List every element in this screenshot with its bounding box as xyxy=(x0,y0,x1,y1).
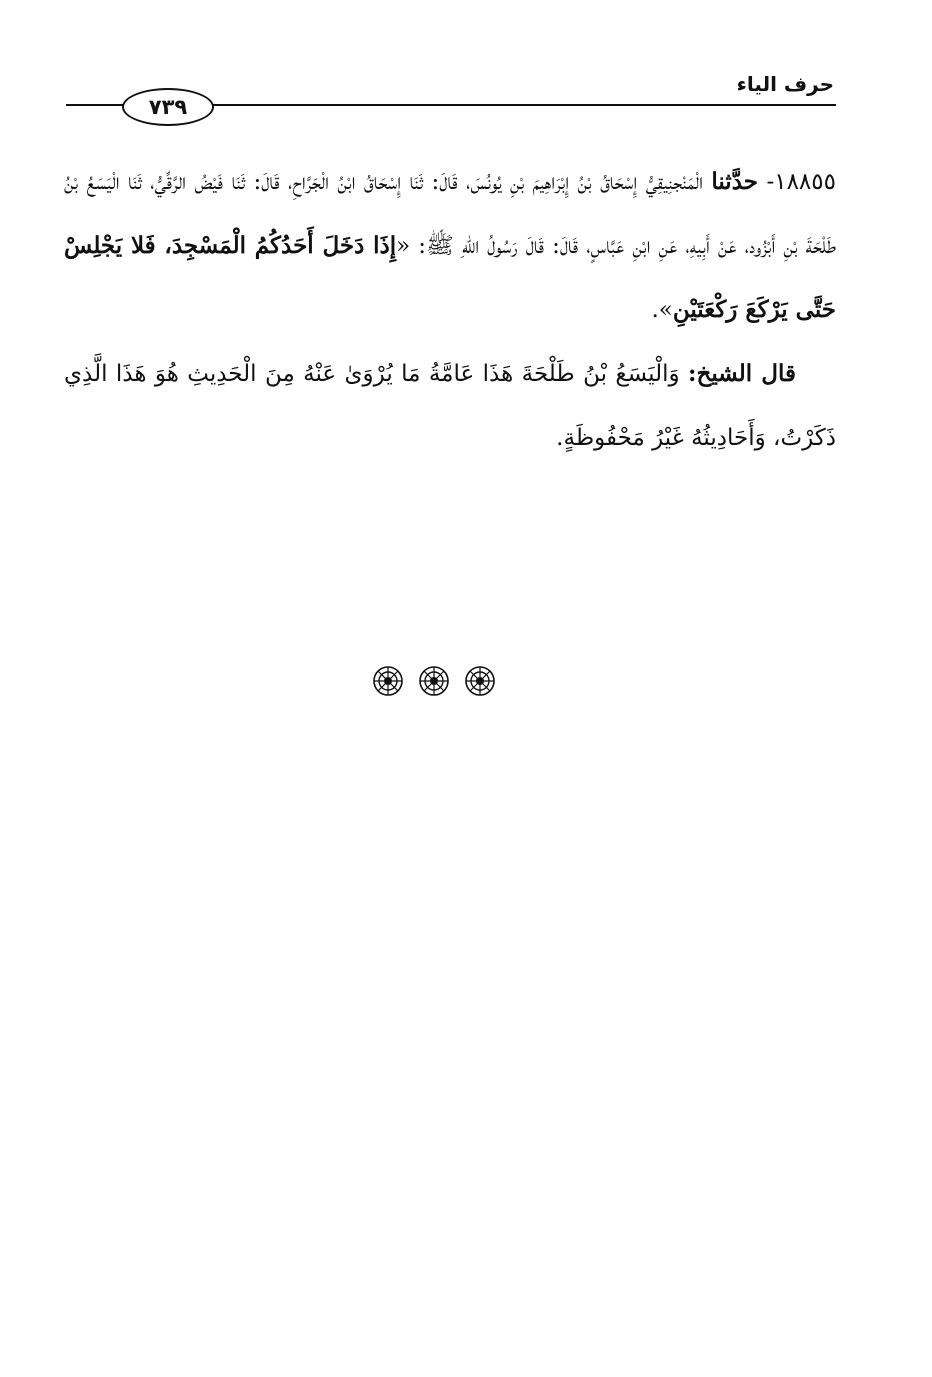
isnad-text: الْمَنْجنِيقِيُّ إِسْحَاقُ بْنُ إِبْرَاهِيمَ بْنِ يُونُسَ، قَالَ: ثَنَا إِسْحَاقُ ابْنُ الْجَرَّاحِ، قَالَ: ثَنَا فَيْضُ الرَّقِّيُّ، ثَنَا الْيَسَعُ بْنُ طَلْحَةَ بْنِ أَبْزُود، عَنْ أَبِيهِ، عَنِ ابْنِ عَبَّاسٍ، قَالَ: قَالَ رَسُولُ اللهِ ﷺ: « xyxy=(64,169,836,259)
rosette-icon xyxy=(464,665,496,697)
page-number-badge: ٧٣٩ xyxy=(122,88,214,126)
rosette-icon xyxy=(418,665,450,697)
hadith-entry xyxy=(64,150,836,342)
body-text xyxy=(64,150,836,470)
hadith-closing: ». xyxy=(651,297,673,323)
entry-number: ١٨٨٥٥- xyxy=(766,169,836,195)
chapter-title: حرف الياء xyxy=(736,72,834,96)
entry-opening: حدَّثنا xyxy=(711,168,758,195)
comment-text: وَالْيَسَعُ بْنُ طَلْحَةَ هَذَا عَامَّةُ مَا يُرْوَىٰ عَنْهُ مِنَ الْحَدِيثِ هُوَ هَذَا الَّذِي ذَكَرْتُ، وَأَحَادِيثُهُ غَيْرُ مَحْفُوظَةٍ. xyxy=(64,361,836,451)
comment-speaker: قال الشيخ: xyxy=(688,360,796,387)
rosette-icon xyxy=(372,665,404,697)
sheikh-comment xyxy=(64,342,836,470)
hadith-text: إِذَا دَخَلَ أَحَدُكُمُ الْمَسْجِدَ، فَلا يَجْلِسْ حَتَّى يَرْكَعَ رَكْعَتَيْنِ xyxy=(64,232,836,323)
section-end-ornaments xyxy=(372,664,496,698)
